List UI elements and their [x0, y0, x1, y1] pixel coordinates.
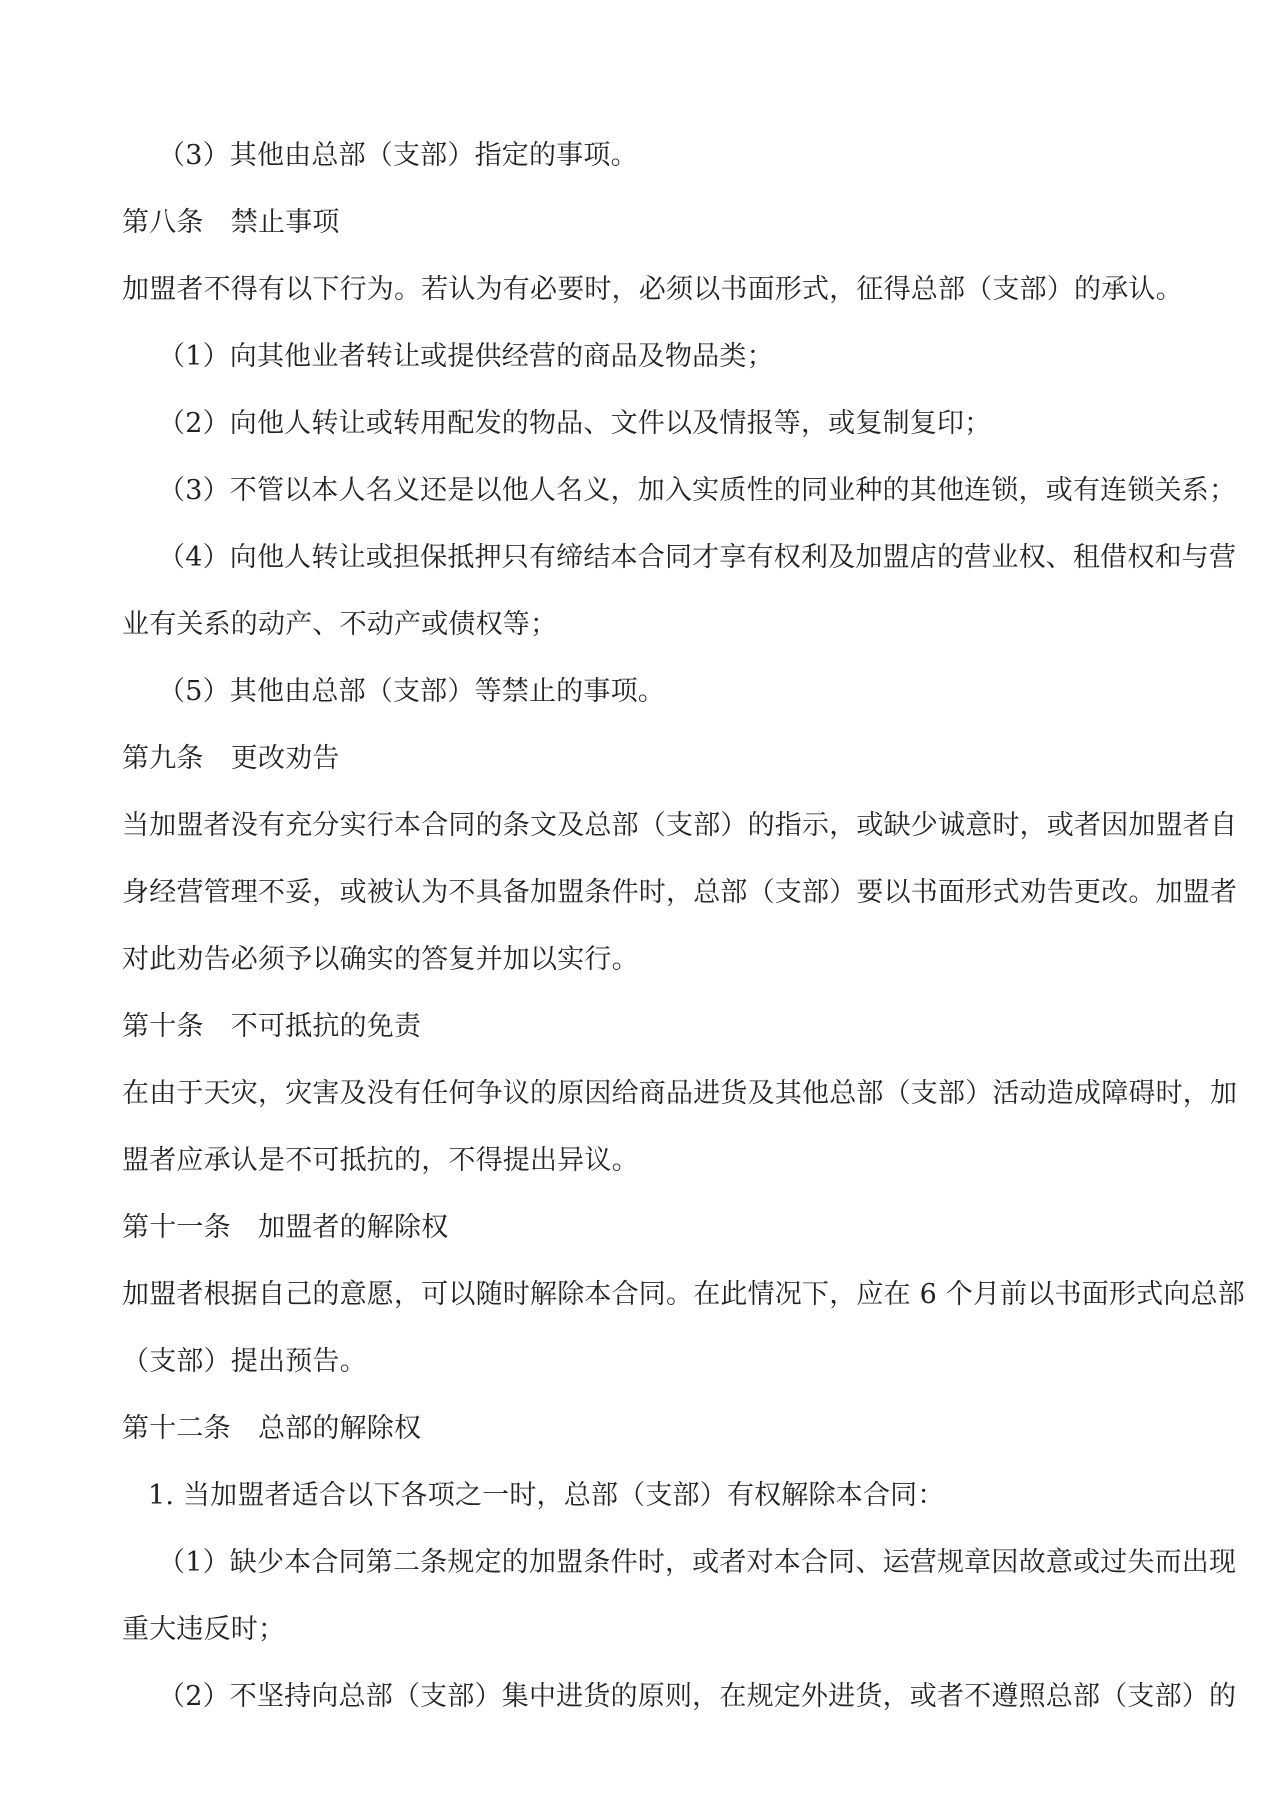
article-9-body-line-1: 当加盟者没有充分实行本合同的条文及总部（支部）的指示，或缺少诚意时，或者因加盟者自: [122, 810, 1238, 841]
article-12-item-2-line-1: （2）不坚持向总部（支部）集中进货的原则，在规定外进货，或者不遵照总部（支部）的: [158, 1681, 1237, 1712]
article-9-body-line-2: 身经营管理不妥，或被认为不具备加盟条件时，总部（支部）要以书面形式劝告更改。加盟者: [122, 877, 1238, 908]
article-9-heading: 第九条 更改劝告: [122, 743, 340, 774]
article-11-body-line-2: （支部）提出预告。: [122, 1346, 367, 1377]
article-8-item-2: （2）向他人转让或转用配发的物品、文件以及情报等，或复制复印；: [158, 408, 992, 439]
article-8-item-4-line-1: （4）向他人转让或担保抵押只有缔结本合同才享有权利及加盟店的营业权、租借权和与营: [158, 542, 1237, 573]
article-11-body-line-1: 加盟者根据自己的意愿，可以随时解除本合同。在此情况下，应在 6 个月前以书面形式向总部: [122, 1279, 1245, 1310]
article-8-intro: 加盟者不得有以下行为。若认为有必要时，必须以书面形式，征得总部（支部）的承认。: [122, 274, 1183, 305]
article-12-item-1-line-2: 重大违反时；: [122, 1614, 286, 1645]
article-9-body-line-3: 对此劝告必须予以确实的答复并加以实行。: [122, 944, 639, 975]
article-12-item-1-line-1: （1）缺少本合同第二条规定的加盟条件时，或者对本合同、运营规章因故意或过失而出现: [158, 1547, 1237, 1578]
article-8-item-5: （5）其他由总部（支部）等禁止的事项。: [158, 676, 665, 707]
article-8-item-4-line-2: 业有关系的动产、不动产或债权等；: [122, 609, 558, 640]
article-10-heading: 第十条 不可抵抗的免责: [122, 1011, 422, 1042]
article-8-item-1: （1）向其他业者转让或提供经营的商品及物品类；: [158, 341, 774, 372]
article-12-clause-1: 1. 当加盟者适合以下各项之一时，总部（支部）有权解除本合同：: [148, 1480, 945, 1511]
article-8-heading: 第八条 禁止事项: [122, 207, 340, 238]
article-12-heading: 第十二条 总部的解除权: [122, 1413, 422, 1444]
article-8-item-3: （3）不管以本人名义还是以他人名义，加入实质性的同业种的其他连锁，或有连锁关系；: [158, 475, 1237, 506]
paragraph-item-3-other-designated: （3）其他由总部（支部）指定的事项。: [158, 140, 638, 171]
article-11-heading: 第十一条 加盟者的解除权: [122, 1212, 449, 1243]
article-10-body-line-1: 在由于天灾，灾害及没有任何争议的原因给商品进货及其他总部（支部）活动造成障碍时，加: [122, 1078, 1238, 1109]
article-10-body-line-2: 盟者应承认是不可抵抗的，不得提出异议。: [122, 1145, 639, 1176]
